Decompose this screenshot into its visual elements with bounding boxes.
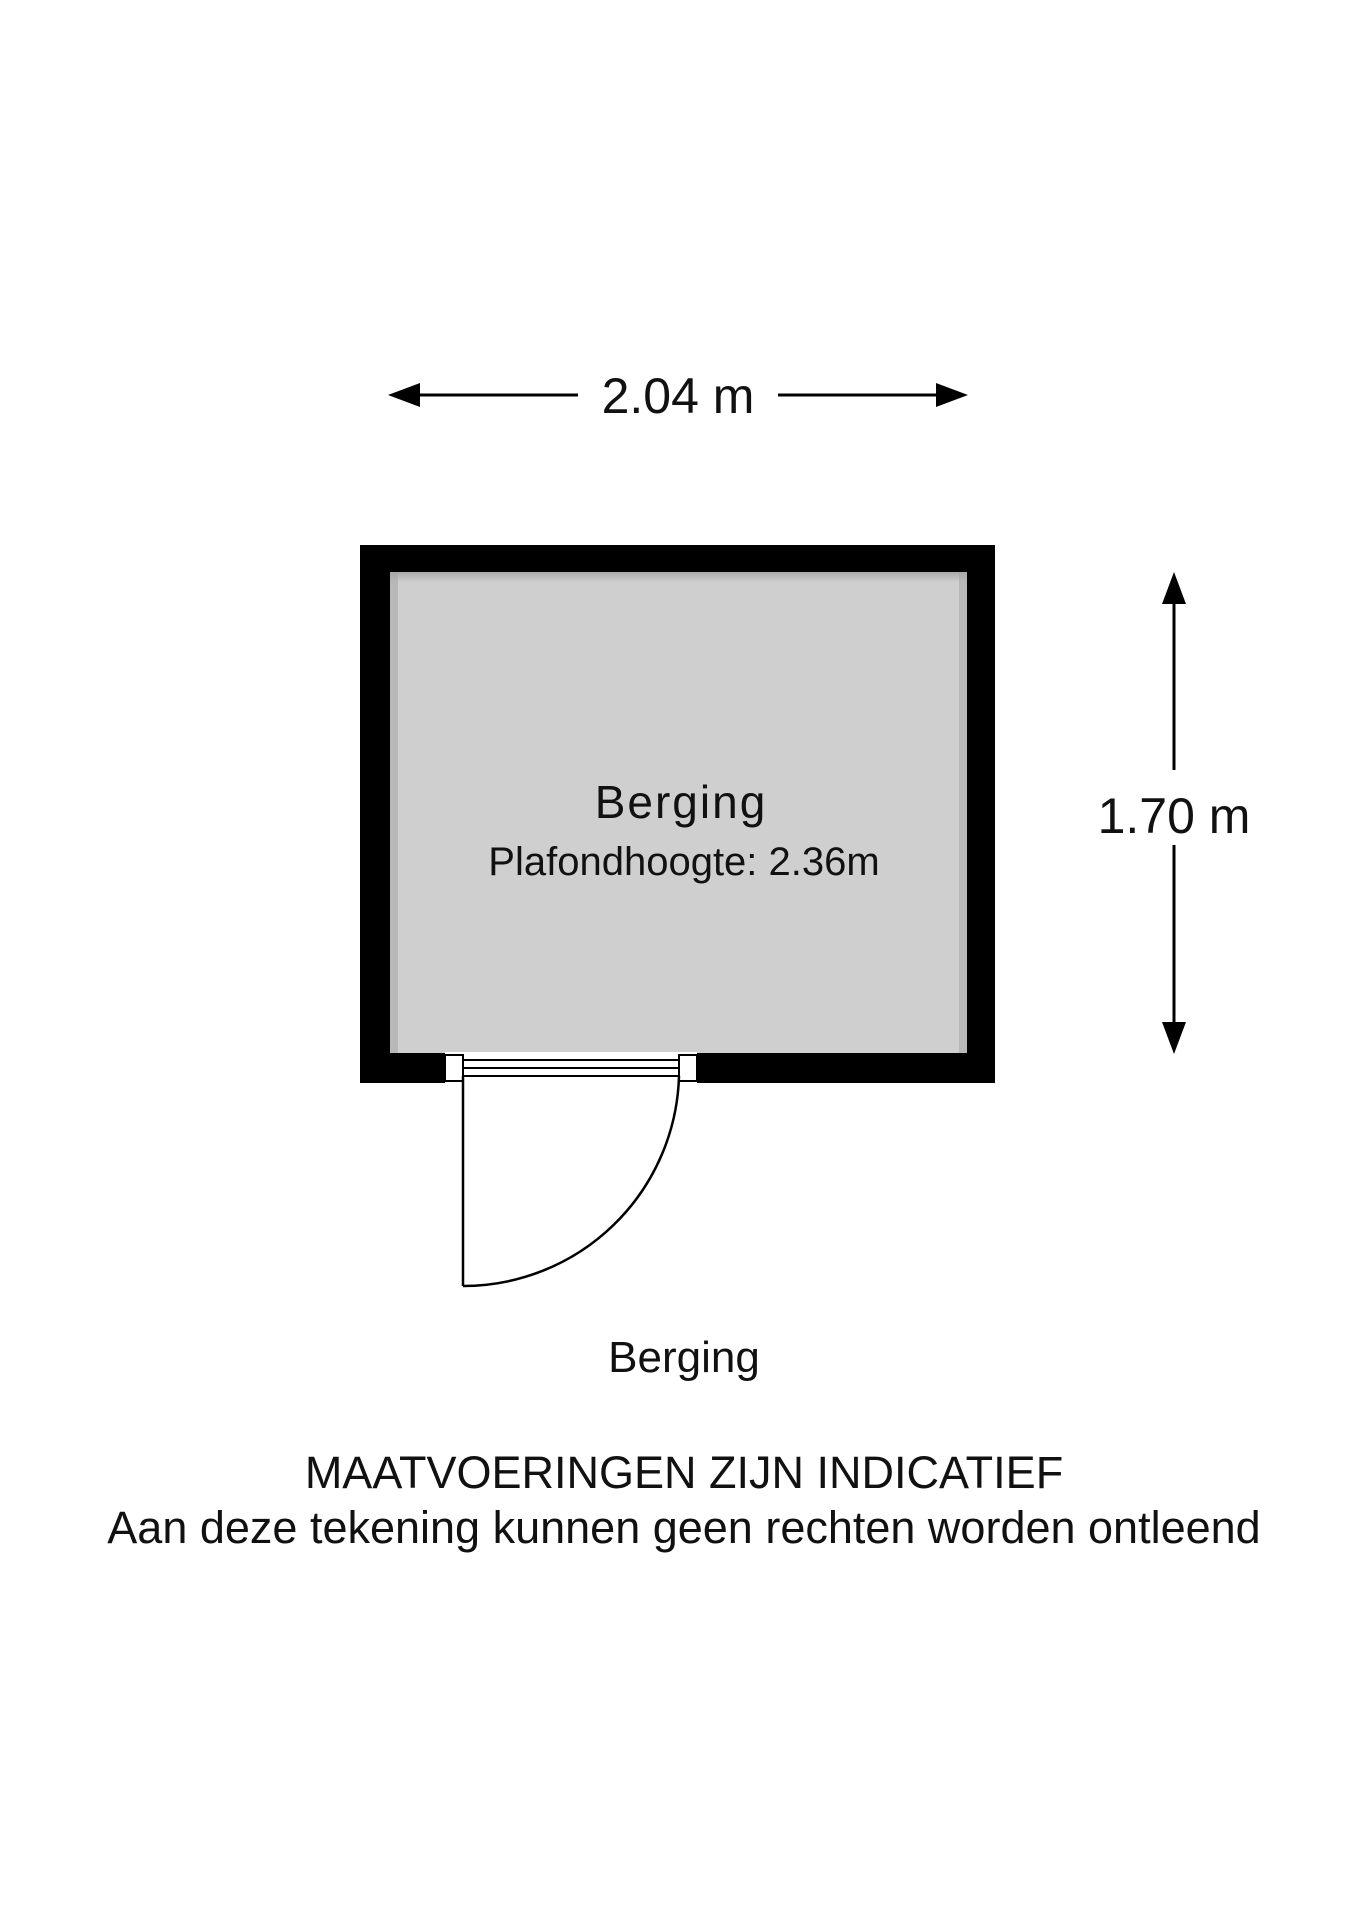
arrow-down-icon bbox=[1162, 1022, 1186, 1054]
arrow-up-icon bbox=[1162, 572, 1186, 604]
room-floor-shade-left bbox=[390, 572, 398, 1053]
disclaimer-title: MAATVOERINGEN ZIJN INDICATIEF bbox=[304, 1447, 1064, 1498]
room-name: Berging bbox=[594, 776, 768, 828]
height-dimension-label: 1.70 m bbox=[1097, 788, 1251, 844]
room-berging bbox=[360, 545, 995, 1286]
arrow-right-icon bbox=[936, 383, 968, 407]
width-dimension-label: 2.04 m bbox=[601, 368, 755, 424]
room-floor-shade-right bbox=[959, 572, 967, 1053]
arrow-left-icon bbox=[388, 383, 420, 407]
disclaimer-text: Aan deze tekening kunnen geen rechten worden ontleend bbox=[107, 1502, 1261, 1553]
room-floor-shade-top bbox=[390, 572, 967, 582]
floor-name: Berging bbox=[608, 1333, 760, 1382]
height-dimension bbox=[1098, 572, 1251, 1054]
room-ceiling-height: Plafondhoogte: 2.36m bbox=[488, 840, 880, 884]
width-dimension bbox=[388, 368, 968, 424]
door-swing-icon bbox=[463, 1076, 679, 1286]
